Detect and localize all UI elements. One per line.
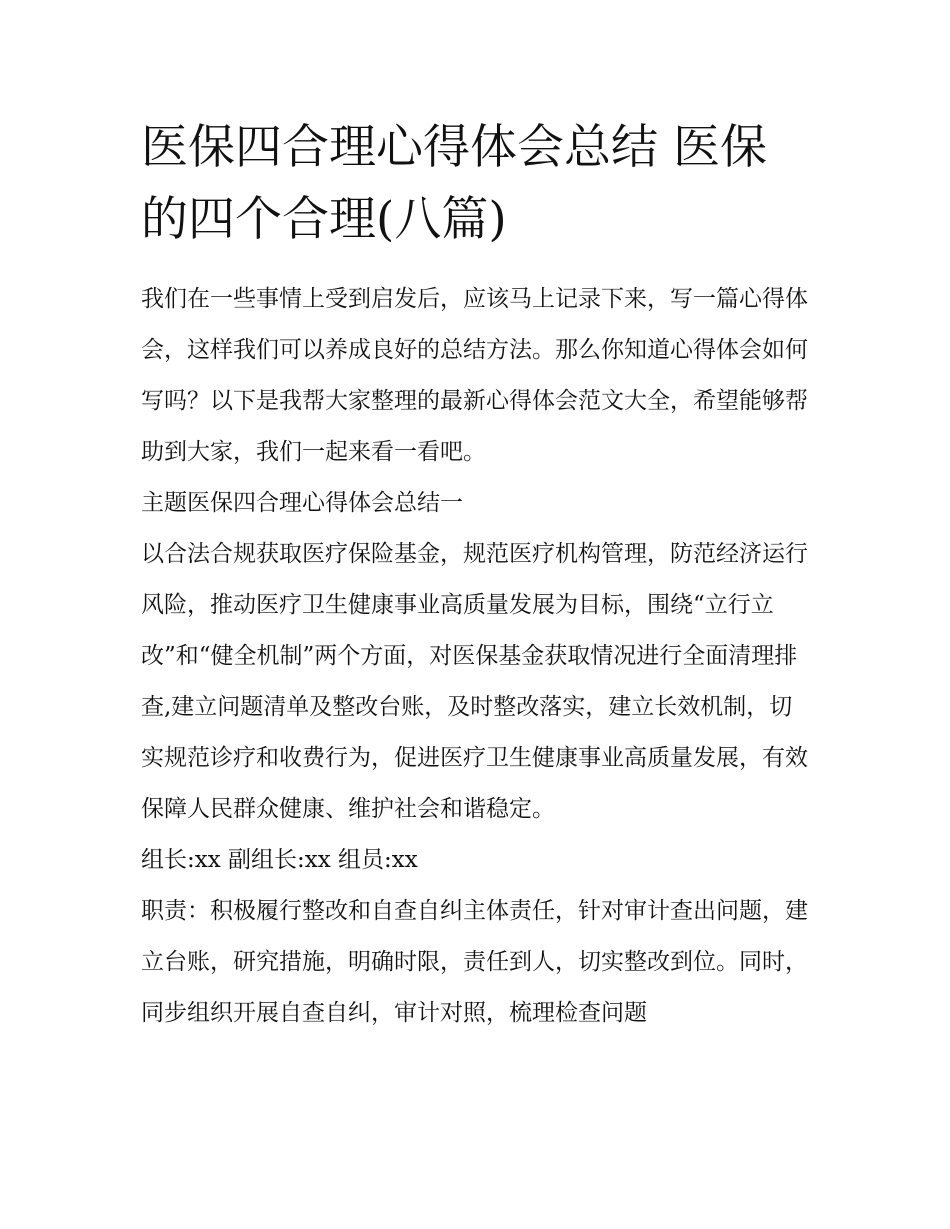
section-heading: 主题医保四合理心得体会总结一 — [141, 490, 463, 516]
responsibility-paragraph: 职责：积极履行整改和自查自纠主体责任，针对审计查出问题，建立台账，研究措施，明确时限，责任到人，切实整改到位。同时，同步组织开展自查自纠，审计对照，梳理检查问题 — [141, 898, 808, 1026]
body-paragraph: 以合法合规获取医疗保险基金，规范医疗机构管理，防范经济运行风险，推动医疗卫生健康事业高质量发展为目标，围绕“立行立改”和“健全机制”两个方面，对医保基金获取情况进行全面清理排查,建立问题清单及整改台账，及时整改落实，建立长效机制，切实规范诊疗和收费行为，促进医疗卫生健康事业高质量发展，有效保障人民群众健康、维护社会和谐稳定。 — [141, 541, 808, 822]
team-members-line: 组长:xx 副组长:xx 组员:xx — [141, 847, 418, 873]
document-body — [141, 112, 813, 1039]
document-title: 医保四合理心得体会总结 医保的四个合理(八篇) — [141, 120, 767, 247]
intro-paragraph: 我们在一些事情上受到启发后，应该马上记录下来，写一篇心得体会，这样我们可以养成良好的总结方法。那么你知道心得体会如何写吗？以下是我帮大家整理的最新心得体会范文大全，希望能够帮助到大家，我们一起来看一看吧。 — [141, 286, 808, 465]
